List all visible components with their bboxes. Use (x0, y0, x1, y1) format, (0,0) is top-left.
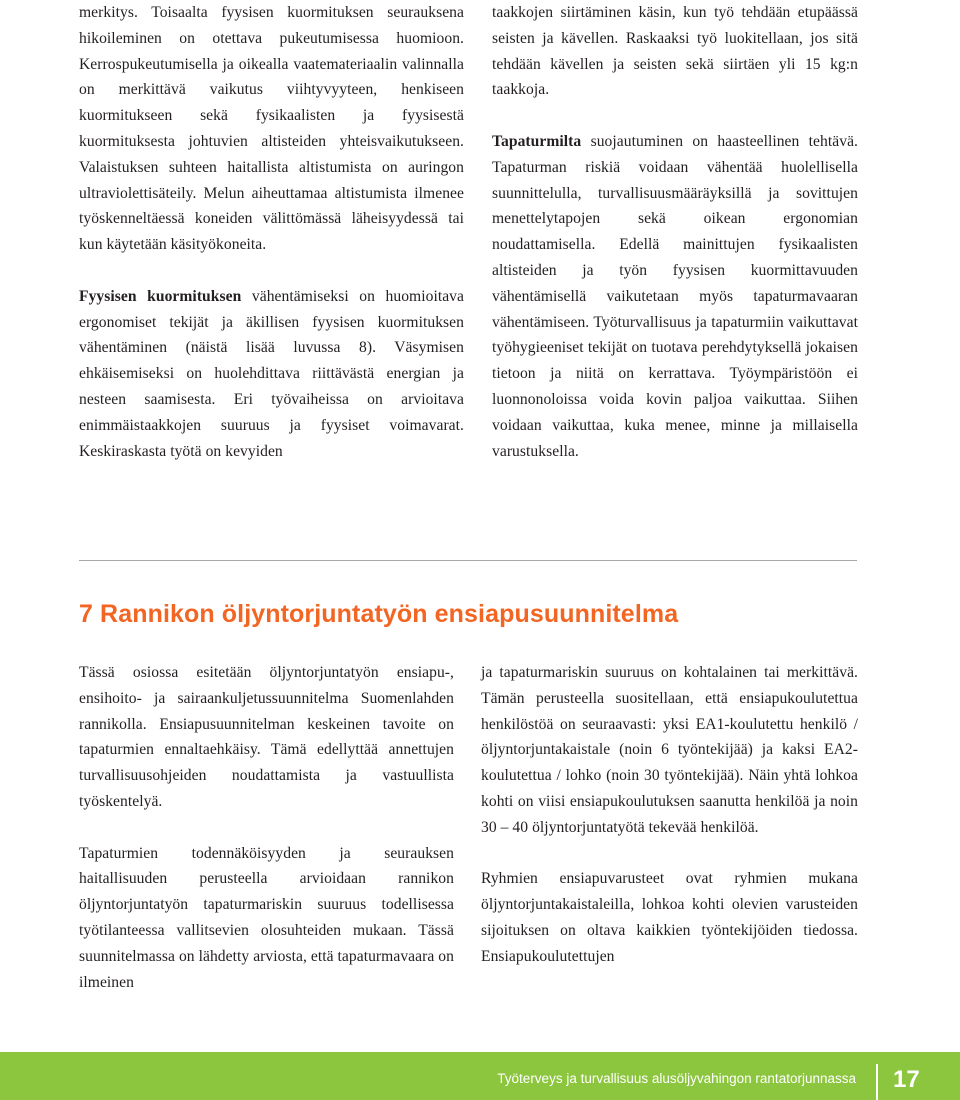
top-right-column (492, 0, 858, 464)
bold-term: Tapaturmilta (492, 132, 582, 150)
footer-title: Työterveys ja turvallisuus alusöljyvahingon rantatorjunnassa (497, 1071, 856, 1086)
page-footer (0, 1052, 960, 1100)
body-paragraph: ja tapaturmariskin suuruus on kohtalainen tai merkittävä. Tämän perusteella suositellaan, että ensiapukoulutettua henkilöstöä on seuraavasti: yksi EA1-koulutettu henkilö / öljyntorjuntakaistale (noin 6 työntekijää) ja kaksi EA2-koulutettua / lohko (noin 30 työntekijää). Näin yhtä lohkoa kohti on viisi ensiapukoulutuksen saanutta henkilöä ja noin 30 – 40 öljyntorjuntatyötä tekevää henkilöä. (481, 664, 858, 836)
body-paragraph: Tapaturmien todennäköisyyden ja seurauksen haitallisuuden perusteella arvioidaan rannikon öljyntorjuntatyön tapaturmariskin suuruus todellisessa työtilanteessa vallitsevien olosuhteiden mukaan. Tässä suunnitelmassa on lähdetty arviosta, että tapaturmavaara on ilmeinen (79, 844, 454, 991)
body-paragraph: Ryhmien ensiapuvarusteet ovat ryhmien mukana öljyntorjuntakaistaleilla, lohkoa kohti olevien varusteiden sijoituksen on oltava kaikkien työntekijöiden tiedossa. Ensiapukoulutettujen (481, 870, 858, 965)
body-paragraph: Tässä osiossa esitetään öljyntorjuntatyön ensiapu-, ensihoito- ja sairaankuljetussuunnitelma Suomenlahden rannikolla. Ensiapusuunnitelman keskeinen tavoite on tapaturmien ennaltaehkäisy. Tämä edellyttää annettujen turvallisuusohjeiden noudattamista ja vastuullista työskentelyä. (79, 664, 454, 810)
bottom-right-column (481, 660, 858, 970)
footer-separator (876, 1064, 878, 1100)
paragraph-text: suojautuminen on haasteellinen tehtävä. Tapaturman riskiä voidaan vähentää huolellisella suunnittelulla, turvallisuusmääräyksillä ja sovittujen menettelytapojen sekä oikean ergonomian noudattamisella. Edellä mainittujen fysikaalisten altisteiden ja työn fyysisen kuormittavuuden vähentämisellä vaikutetaan myös tapaturmavaaran vähentämiseen. Työturvallisuus ja tapaturmiin vaikuttavat työhygieeniset tekijät on tuotava perehdytyksellä jokaisen tietoon ja niitä on kerrattava. Työympäristöön ei luonnonoloissa voida kovin paljoa vaikuttaa. Siihen voidaan vaikuttaa, kuka menee, minne ja millaisella varustuksella. (492, 132, 858, 460)
body-paragraph: taakkojen siirtäminen käsin, kun työ tehdään etupäässä seisten ja kävellen. Raskaaksi työ luokitellaan, jos sitä tehdään kävellen ja seisten sekä siirtäen yli 15 kg:n taakkoja. (492, 4, 858, 99)
section-heading: 7 Rannikon öljyntorjuntatyön ensiapusuunnitelma (79, 600, 679, 628)
bottom-left-column (79, 660, 454, 995)
top-left-column (79, 0, 464, 464)
body-paragraph (492, 129, 858, 464)
body-paragraph: merkitys. Toisaalta fyysisen kuormituksen seurauksena hikoileminen on otettava pukeutumisessa huomioon. Kerrospukeutumisella ja oikealla vaatemateriaalin valinnalla on merkittävä vaikutus viihtyvyyteen, henkiseen kuormitukseen sekä fysikaalisten ja fyysisestä kuormituksesta johtuvien altisteiden yhteisvaikutukseen. Valaistuksen suhteen haitallista altistumista on auringon ultraviolettisäteily. Melun aiheuttamaa altistumista ilmenee työskenneltäessä koneiden välittömässä läheisyydessä tai kun käytetään käsityökoneita. (79, 4, 464, 254)
bold-term: Fyysisen kuormituksen (79, 287, 242, 305)
section-divider (79, 560, 857, 561)
body-paragraph (79, 284, 464, 465)
page-number: 17 (893, 1066, 920, 1093)
paragraph-text: vähentämiseksi on huomioitava ergonomiset tekijät ja äkillisen fyysisen kuormituksen vähentäminen (näistä lisää luvussa 8). Väsymisen ehkäisemiseksi on huolehdittava riittävästä energian ja nesteen saamisesta. Eri työvaiheissa on arvioitava enimmäistaakkojen suuruus ja fyysiset voimavarat. Keskiraskasta työtä on kevyiden (79, 287, 464, 460)
